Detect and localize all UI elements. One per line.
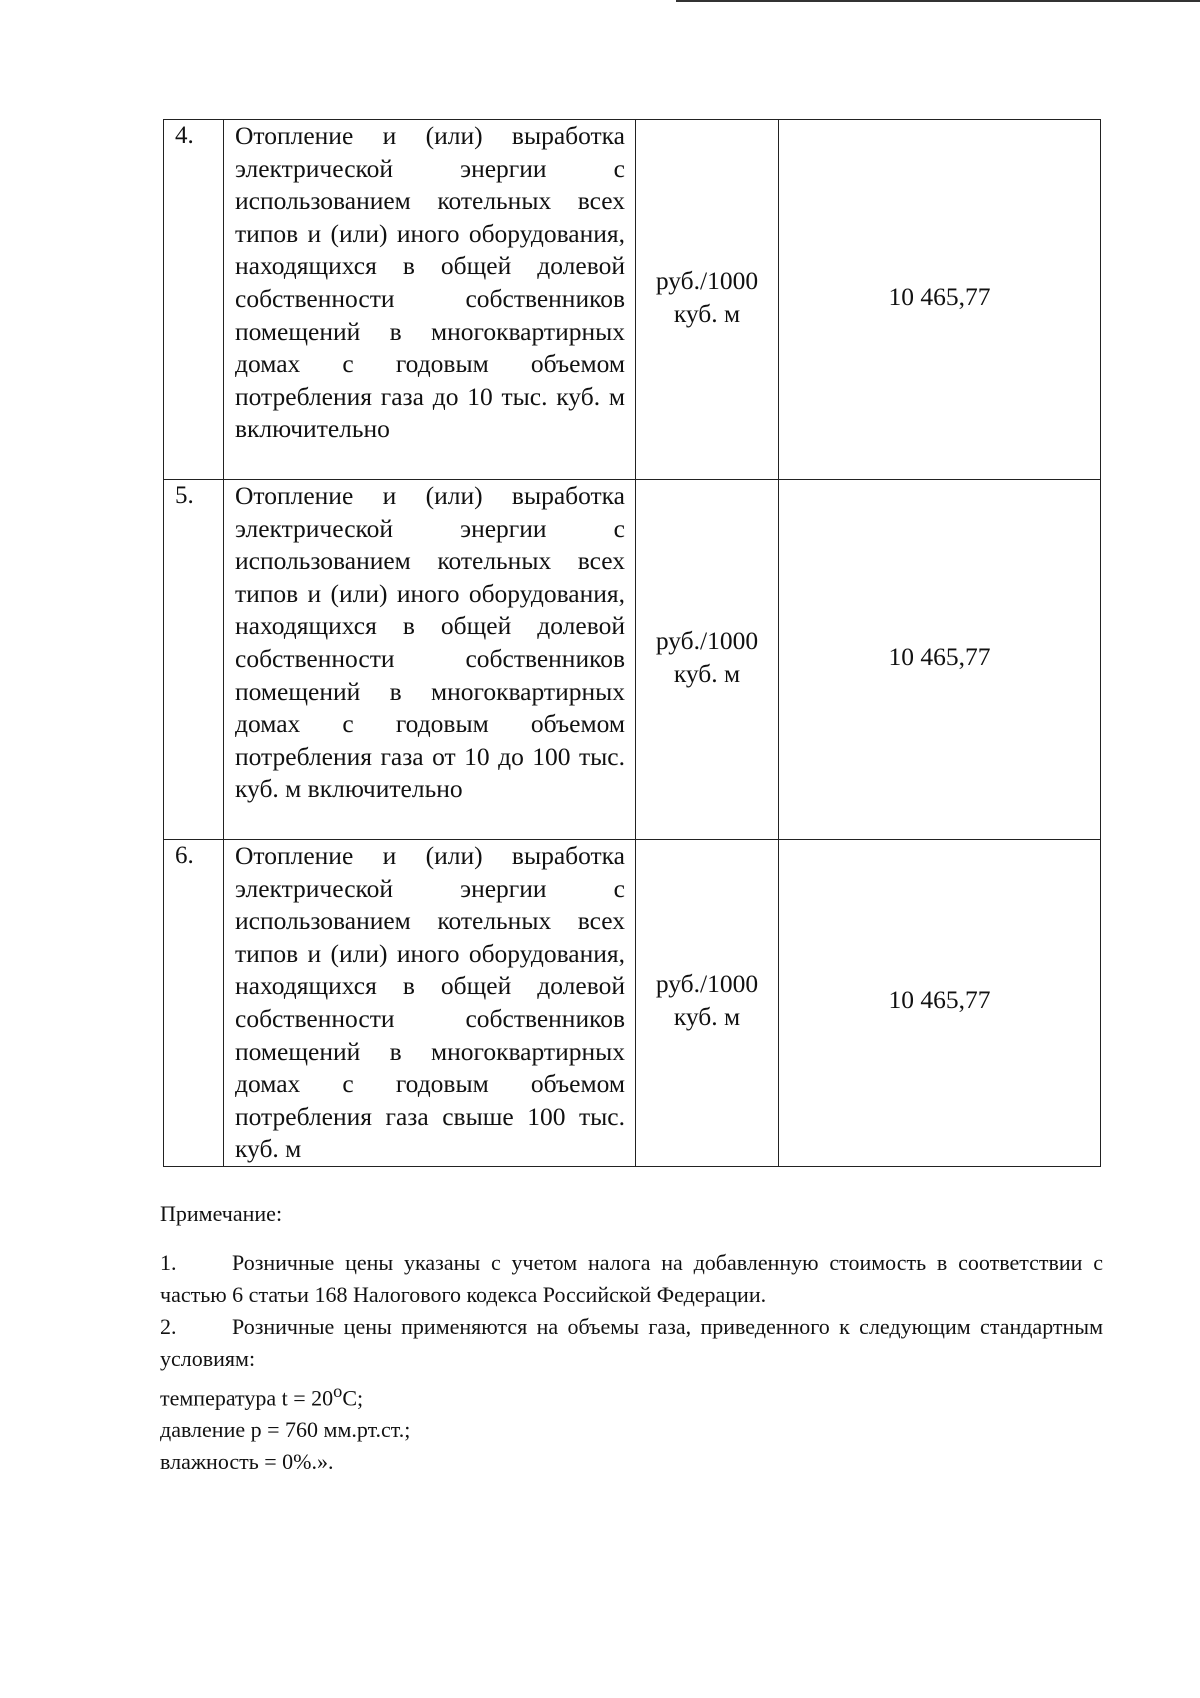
degree-sign: o — [333, 1381, 343, 1401]
price-value: 10 465,77 — [888, 985, 991, 1015]
price-value: 10 465,77 — [888, 282, 991, 311]
row-unit — [636, 840, 779, 1167]
humidity-condition: влажность = 0%.». — [160, 1449, 334, 1475]
row-number: 4. — [164, 120, 224, 480]
pressure-condition: давление p = 760 мм.рт.ст.; — [160, 1417, 411, 1443]
note-item-1 — [160, 1247, 1103, 1311]
row-unit — [636, 480, 779, 840]
note-item-1-text: Розничные цены указаны с учетом налога на добавленную стоимость в соответствии с частью 6 статьи 168 Налогового кодекса Российской Федерации. — [160, 1250, 1103, 1307]
note-item-2-label: 2. — [160, 1314, 177, 1339]
unit-line-2: куб. м — [673, 298, 741, 328]
unit-line-1: руб./1000 — [655, 968, 759, 998]
row-description: Отопление и (или) выработка электрической энергии с использованием котельных всех типов и (или) иного оборудования, находящихся в общей долевой собственности собственников помещений в многоквартирных домах с годовым объемом потребления газа до 10 тыс. куб. м включительно — [224, 120, 636, 480]
price-value: 10 465,77 — [888, 642, 991, 671]
unit-line-1: руб./1000 — [655, 265, 759, 295]
notes-title: Примечание: — [160, 1201, 283, 1226]
row-number: 6. — [164, 840, 224, 1167]
temperature-suffix: С; — [342, 1385, 364, 1411]
table-row — [164, 120, 1101, 480]
row-description: Отопление и (или) выработка электрической энергии с использованием котельных всех типов и (или) иного оборудования, находящихся в общей долевой собственности собственников помещений в многоквартирных домах с годовым объемом потребления газа от 10 до 100 тыс. куб. м включительно — [224, 480, 636, 840]
unit-line-2: куб. м — [673, 658, 741, 688]
row-number: 5. — [164, 480, 224, 840]
row-unit — [636, 120, 779, 480]
scan-top-edge-line — [676, 0, 1200, 2]
row-value — [779, 480, 1101, 840]
row-value — [779, 840, 1101, 1167]
notes-section — [160, 1198, 1103, 1478]
note-item-2 — [160, 1311, 1103, 1375]
note-item-1-label: 1. — [160, 1250, 177, 1275]
table-row — [164, 840, 1101, 1167]
unit-line-1: руб./1000 — [655, 625, 759, 655]
note-item-2-text: Розничные цены применяются на объемы газа, приведенного к следующим стандартным условиям: — [160, 1314, 1103, 1371]
gas-tariff-table — [163, 119, 1101, 1167]
table-row — [164, 480, 1101, 840]
row-description: Отопление и (или) выработка электрической энергии с использованием котельных всех типов и (или) иного оборудования, находящихся в общей долевой собственности собственников помещений в многоквартирных домах с годовым объемом потребления газа свыше 100 тыс. куб. м — [224, 840, 636, 1167]
temperature-condition — [160, 1375, 1103, 1414]
unit-line-2: куб. м — [673, 1001, 741, 1031]
temperature-prefix: температура t = 20 — [160, 1385, 334, 1411]
row-value — [779, 120, 1101, 480]
